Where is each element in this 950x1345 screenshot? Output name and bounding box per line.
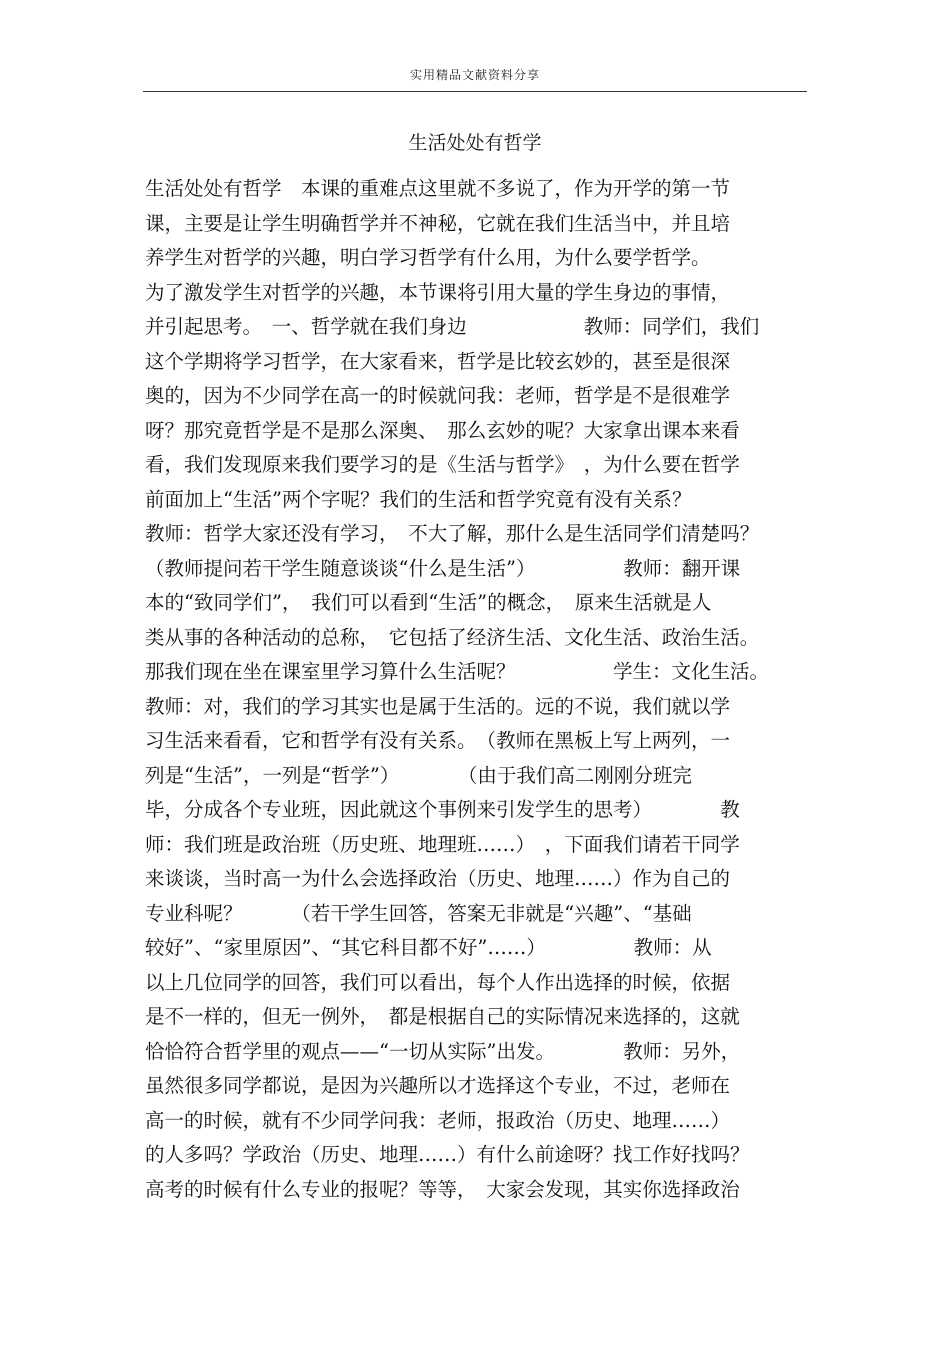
body-line: 类从事的各种活动的总称， 它包括了经济生活、文化生活、政治生活。: [145, 625, 760, 649]
body-line: 看，我们发现原来我们要学习的是《生活与哲学》 ，为什么要在哲学: [145, 453, 740, 476]
body-line: 毕，分成各个专业班，因此就这个事例来引发学生的思考） 教: [145, 798, 740, 821]
body-line: 师：我们班是政治班（历史班、地理班……） ，下面我们请若干同学: [145, 832, 740, 856]
body-line: 养学生对哲学的兴趣，明白学习哲学有什么用，为什么要学哲学。: [145, 246, 711, 269]
body-line: 高一的时候，就有不少同学问我：老师，报政治（历史、地理……）: [145, 1108, 731, 1132]
body-line: 列是“生活”，一列是“哲学”） （由于我们高二刚刚分班完: [145, 763, 692, 787]
body-line: 奥的，因为不少同学在高一的时候就问我：老师，哲学是不是很难学: [145, 384, 731, 407]
body-line: 的人多吗？学政治（历史、地理……）有什么前途呀？找工作好找吗？: [145, 1143, 750, 1166]
body-line: 较好”、“家里原因”、“其它科目都不好”……） 教师：从: [145, 936, 712, 959]
document-body: [145, 172, 815, 1207]
body-line: 习生活来看看，它和哲学有没有关系。 （教师在黑板上写上两列，一: [145, 729, 731, 752]
document-title: 生活处处有哲学: [408, 132, 542, 154]
body-line: 以上几位同学的回答，我们可以看出，每个人作出选择的时候，依据: [145, 970, 731, 994]
page-header: 实用精品文献资料分享: [409, 68, 540, 82]
body-line: 前面加上“生活”两个字呢？我们的生活和哲学究竟有没有关系？: [145, 487, 692, 511]
body-line: 生活处处有哲学 本课的重难点这里就不多说了，作为开学的第一节: [145, 177, 731, 200]
body-line: 虽然很多同学都说，是因为兴趣所以才选择这个专业，不过，老师在: [145, 1074, 731, 1097]
body-line: 恰恰符合哲学里的观点——“一切从实际”出发。 教师：另外，: [145, 1039, 741, 1063]
body-line: 课，主要是让学生明确哲学并不神秘，它就在我们生活当中，并且培: [145, 211, 731, 235]
body-line: 并引起思考。 一、哲学就在我们身边 教师：同学们，我们: [145, 315, 760, 338]
body-line: 来谈谈，当时高一为什么会选择政治（历史、地理……）作为自己的: [145, 867, 731, 890]
body-line: 本的“致同学们”， 我们可以看到“生活”的概念， 原来生活就是人: [145, 591, 712, 614]
body-line: 教师：哲学大家还没有学习， 不大了解，那什么是生活同学们清楚吗？: [145, 522, 760, 545]
body-line: 专业科呢？ （若干学生回答，答案无非就是“兴趣”、“基础: [145, 901, 692, 925]
header-divider: [143, 91, 807, 92]
body-line: 是不一样的，但无一例外， 都是根据自己的实际情况来选择的，这就: [145, 1005, 740, 1028]
body-line: 高考的时候有什么专业的报呢？等等， 大家会发现，其实你选择政治: [145, 1177, 740, 1201]
body-line: 呀？那究竟哲学是不是那么深奥、 那么玄妙的呢？大家拿出课本来看: [145, 418, 740, 442]
body-line: 教师：对，我们的学习其实也是属于生活的。远的不说，我们就以学: [145, 694, 731, 718]
body-line: （教师提问若干学生随意谈谈“什么是生活”） 教师：翻开课: [145, 556, 741, 580]
body-line: 这个学期将学习哲学，在大家看来，哲学是比较玄妙的，甚至是很深: [145, 349, 731, 373]
body-line: 那我们现在坐在课室里学习算什么生活呢？ 学生：文化生活。: [145, 660, 770, 683]
body-line: 为了激发学生对哲学的兴趣，本节课将引用大量的学生身边的事情，: [145, 280, 731, 304]
